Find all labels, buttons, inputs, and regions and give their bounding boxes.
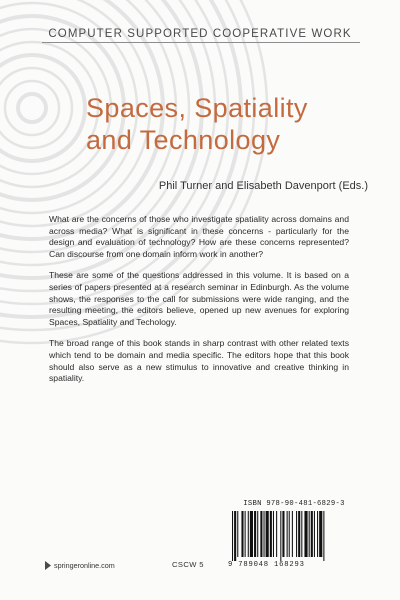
book-title (86, 92, 386, 156)
series-name: COMPUTER SUPPORTED COOPERATIVE WORK (48, 28, 352, 40)
blurb (49, 214, 349, 395)
title-line-1: Spaces, Spatiality (86, 93, 308, 123)
editors: Phil Turner and Elisabeth Davenport (Eds.) (158, 180, 368, 192)
publisher-link[interactable] (45, 559, 115, 571)
title-line-2: and Technology (86, 125, 281, 155)
publisher-url: springeronline.com (54, 560, 115, 570)
blurb-paragraph-3: The broad range of this book stands in sharp contrast with other related texts which tend to be domain and media specific. The editors hope that this book should also serve as a new stimulus to innovative and creative thinking in spatiality. (49, 338, 349, 384)
barcode (232, 511, 356, 561)
series-code: CSCW 5 (172, 560, 204, 569)
barcode-block (228, 500, 360, 574)
blurb-paragraph-1: What are the concerns of those who investigate spatiality across domains and across media? What is significant in these concerns - particularly for the design and evaluation of technology? How are these concerns represented? Can discourse from one domain inform work in another? (49, 214, 349, 259)
isbn: ISBN 978-90-481-6829-3 (243, 500, 345, 508)
series-divider (42, 42, 360, 43)
chevron-right-icon (45, 561, 51, 570)
blurb-paragraph-2: These are some of the questions addressed in this volume. It is based on a series of papers presented at a research seminar in Edinburgh. As the volume shows, the responses to the call for submissions were wide ranging, and the resulting meeting, the editors believe, opened up new avenues for exploring Spaces, Spatiality and Techology. (49, 270, 349, 327)
barcode-digits: 9 789048 168293 (228, 561, 305, 569)
